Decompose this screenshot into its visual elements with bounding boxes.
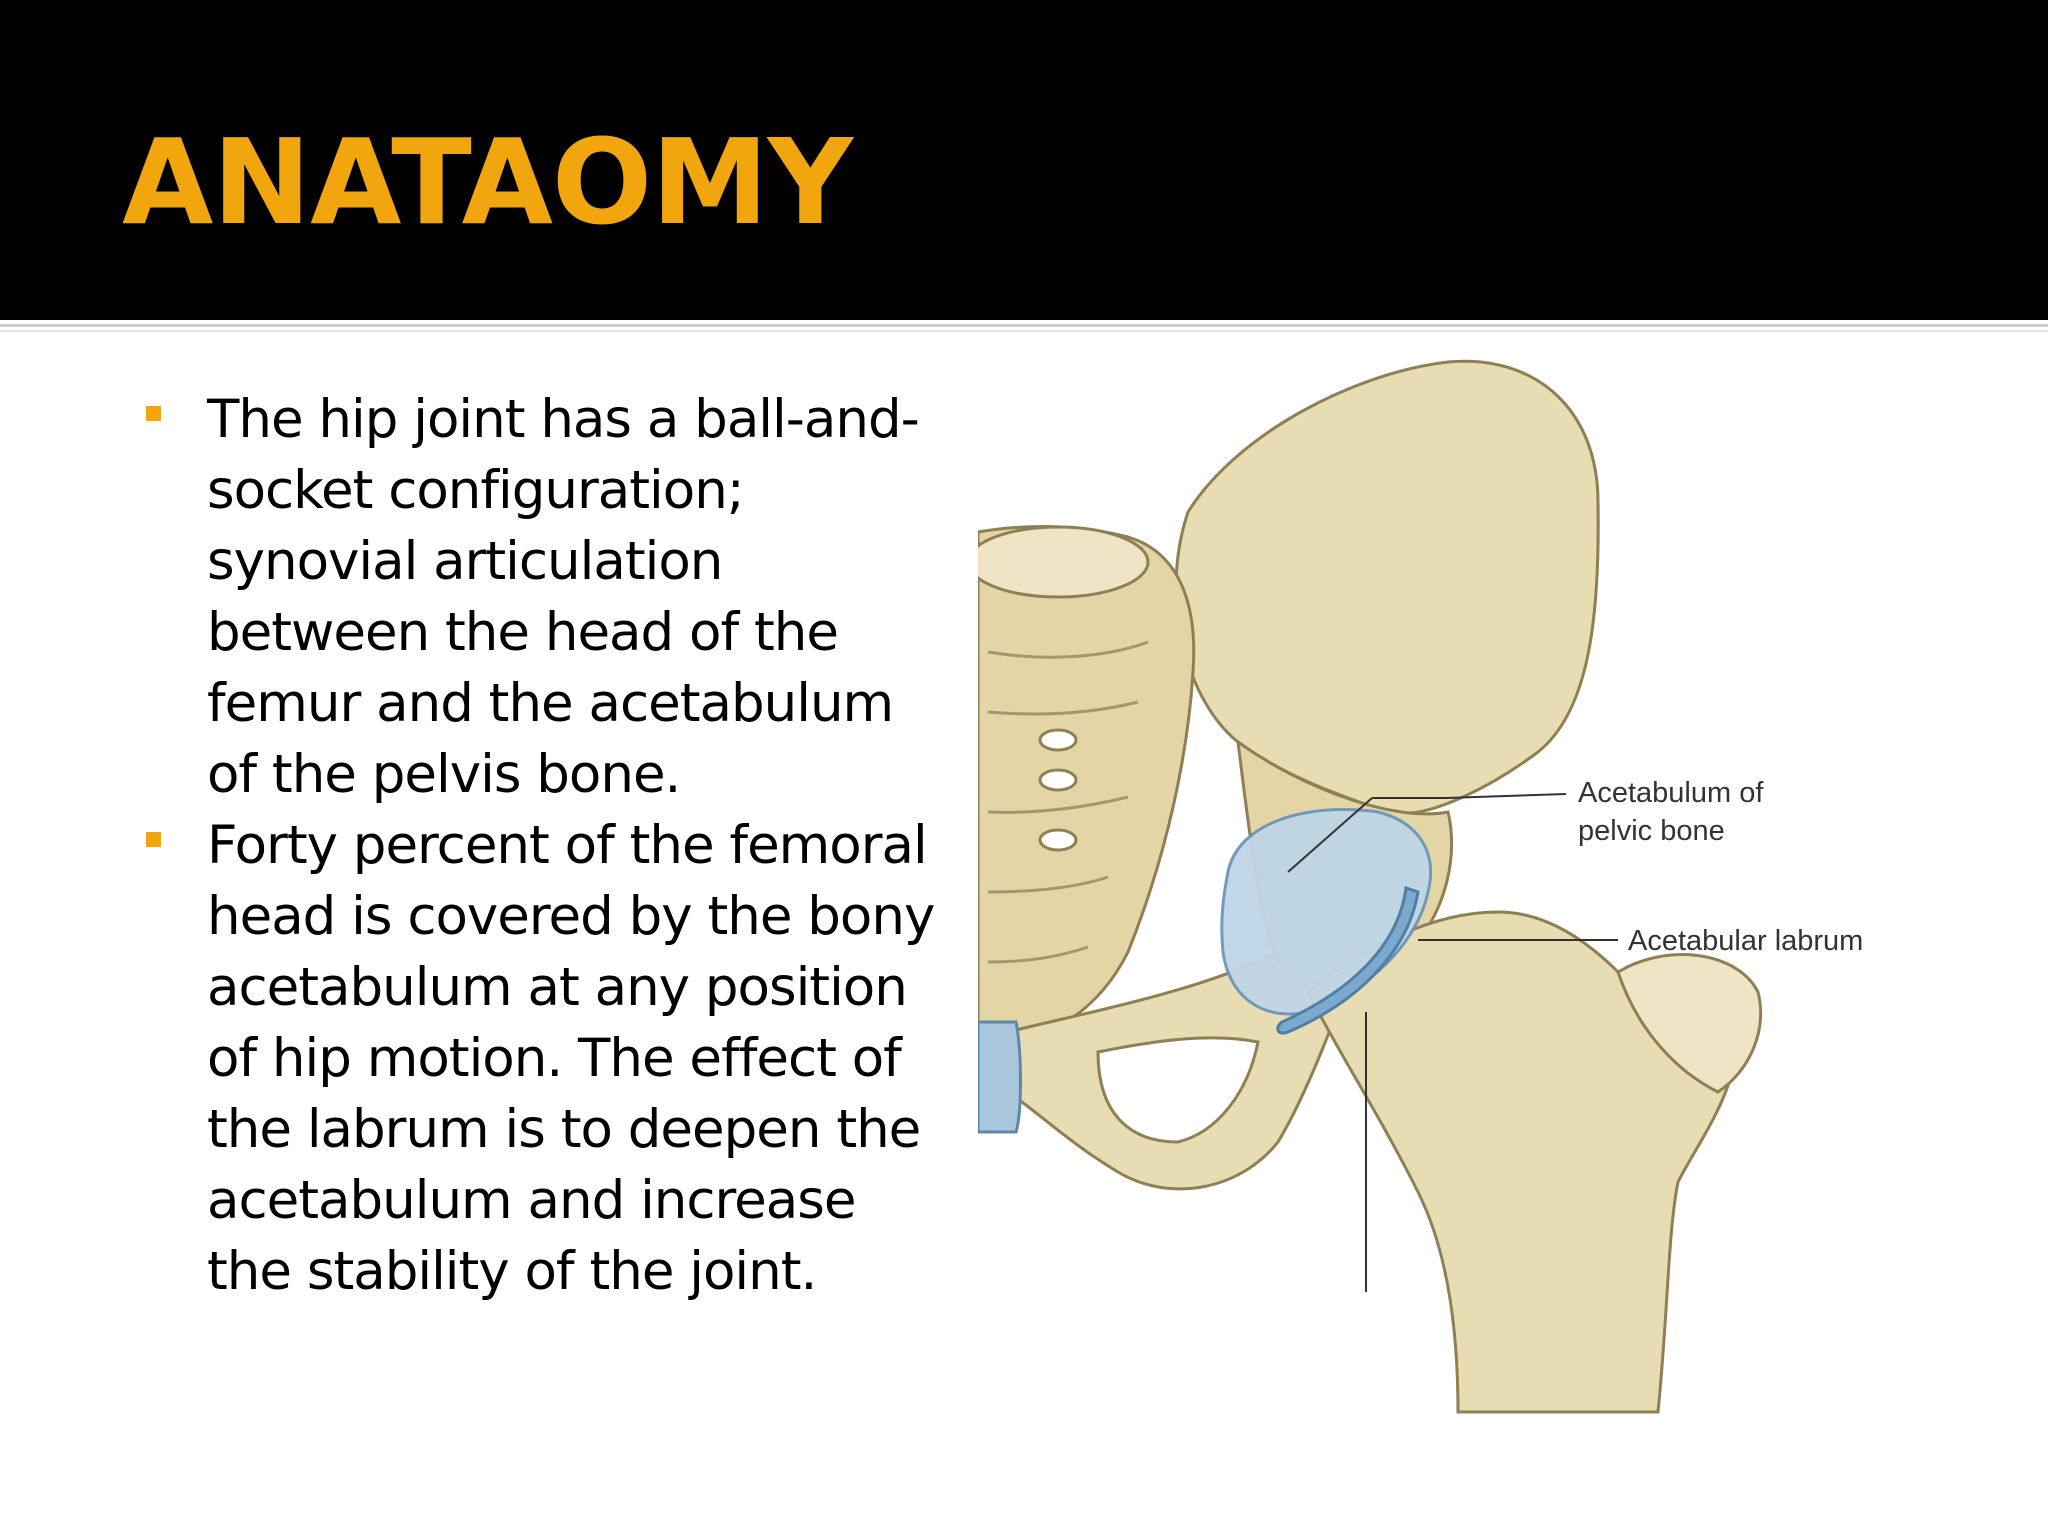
hip-joint-drawing [978,352,1998,1430]
slide-title: ANATAOMY [122,113,853,251]
bullet-item [140,384,940,810]
callout-label-labrum: Acetabular labrum [1628,925,1864,957]
header-divider-secondary [0,330,2048,332]
sacrum [978,527,1194,1052]
square-bullet-icon [146,406,161,421]
bullet-item [140,810,940,1307]
bullet-list [140,384,940,1307]
callout-label-acetabulum-line2: pelvic bone [1578,815,1725,847]
bullet-text: The hip joint has a ball-and-socket configuration; synovial articulation between the head of the femur and the acetabulum of the pelvis bone. [207,389,919,805]
hip-joint-illustration [978,352,1998,1430]
sacral-foramen [1040,770,1076,790]
square-bullet-icon [146,832,161,847]
vertebra-top [978,527,1148,597]
sacral-foramen [1040,730,1076,750]
bullet-text: Forty percent of the femoral head is covered by the bony acetabulum at any position of hip motion. The effect of the labrum is to deepen the acetabulum and increase the stability of the joint. [207,815,935,1302]
callout-label-acetabulum-line1: Acetabulum of [1578,777,1764,809]
pubic-symphysis [978,1022,1021,1132]
header-divider [0,324,2048,327]
sacral-foramen [1040,830,1076,850]
